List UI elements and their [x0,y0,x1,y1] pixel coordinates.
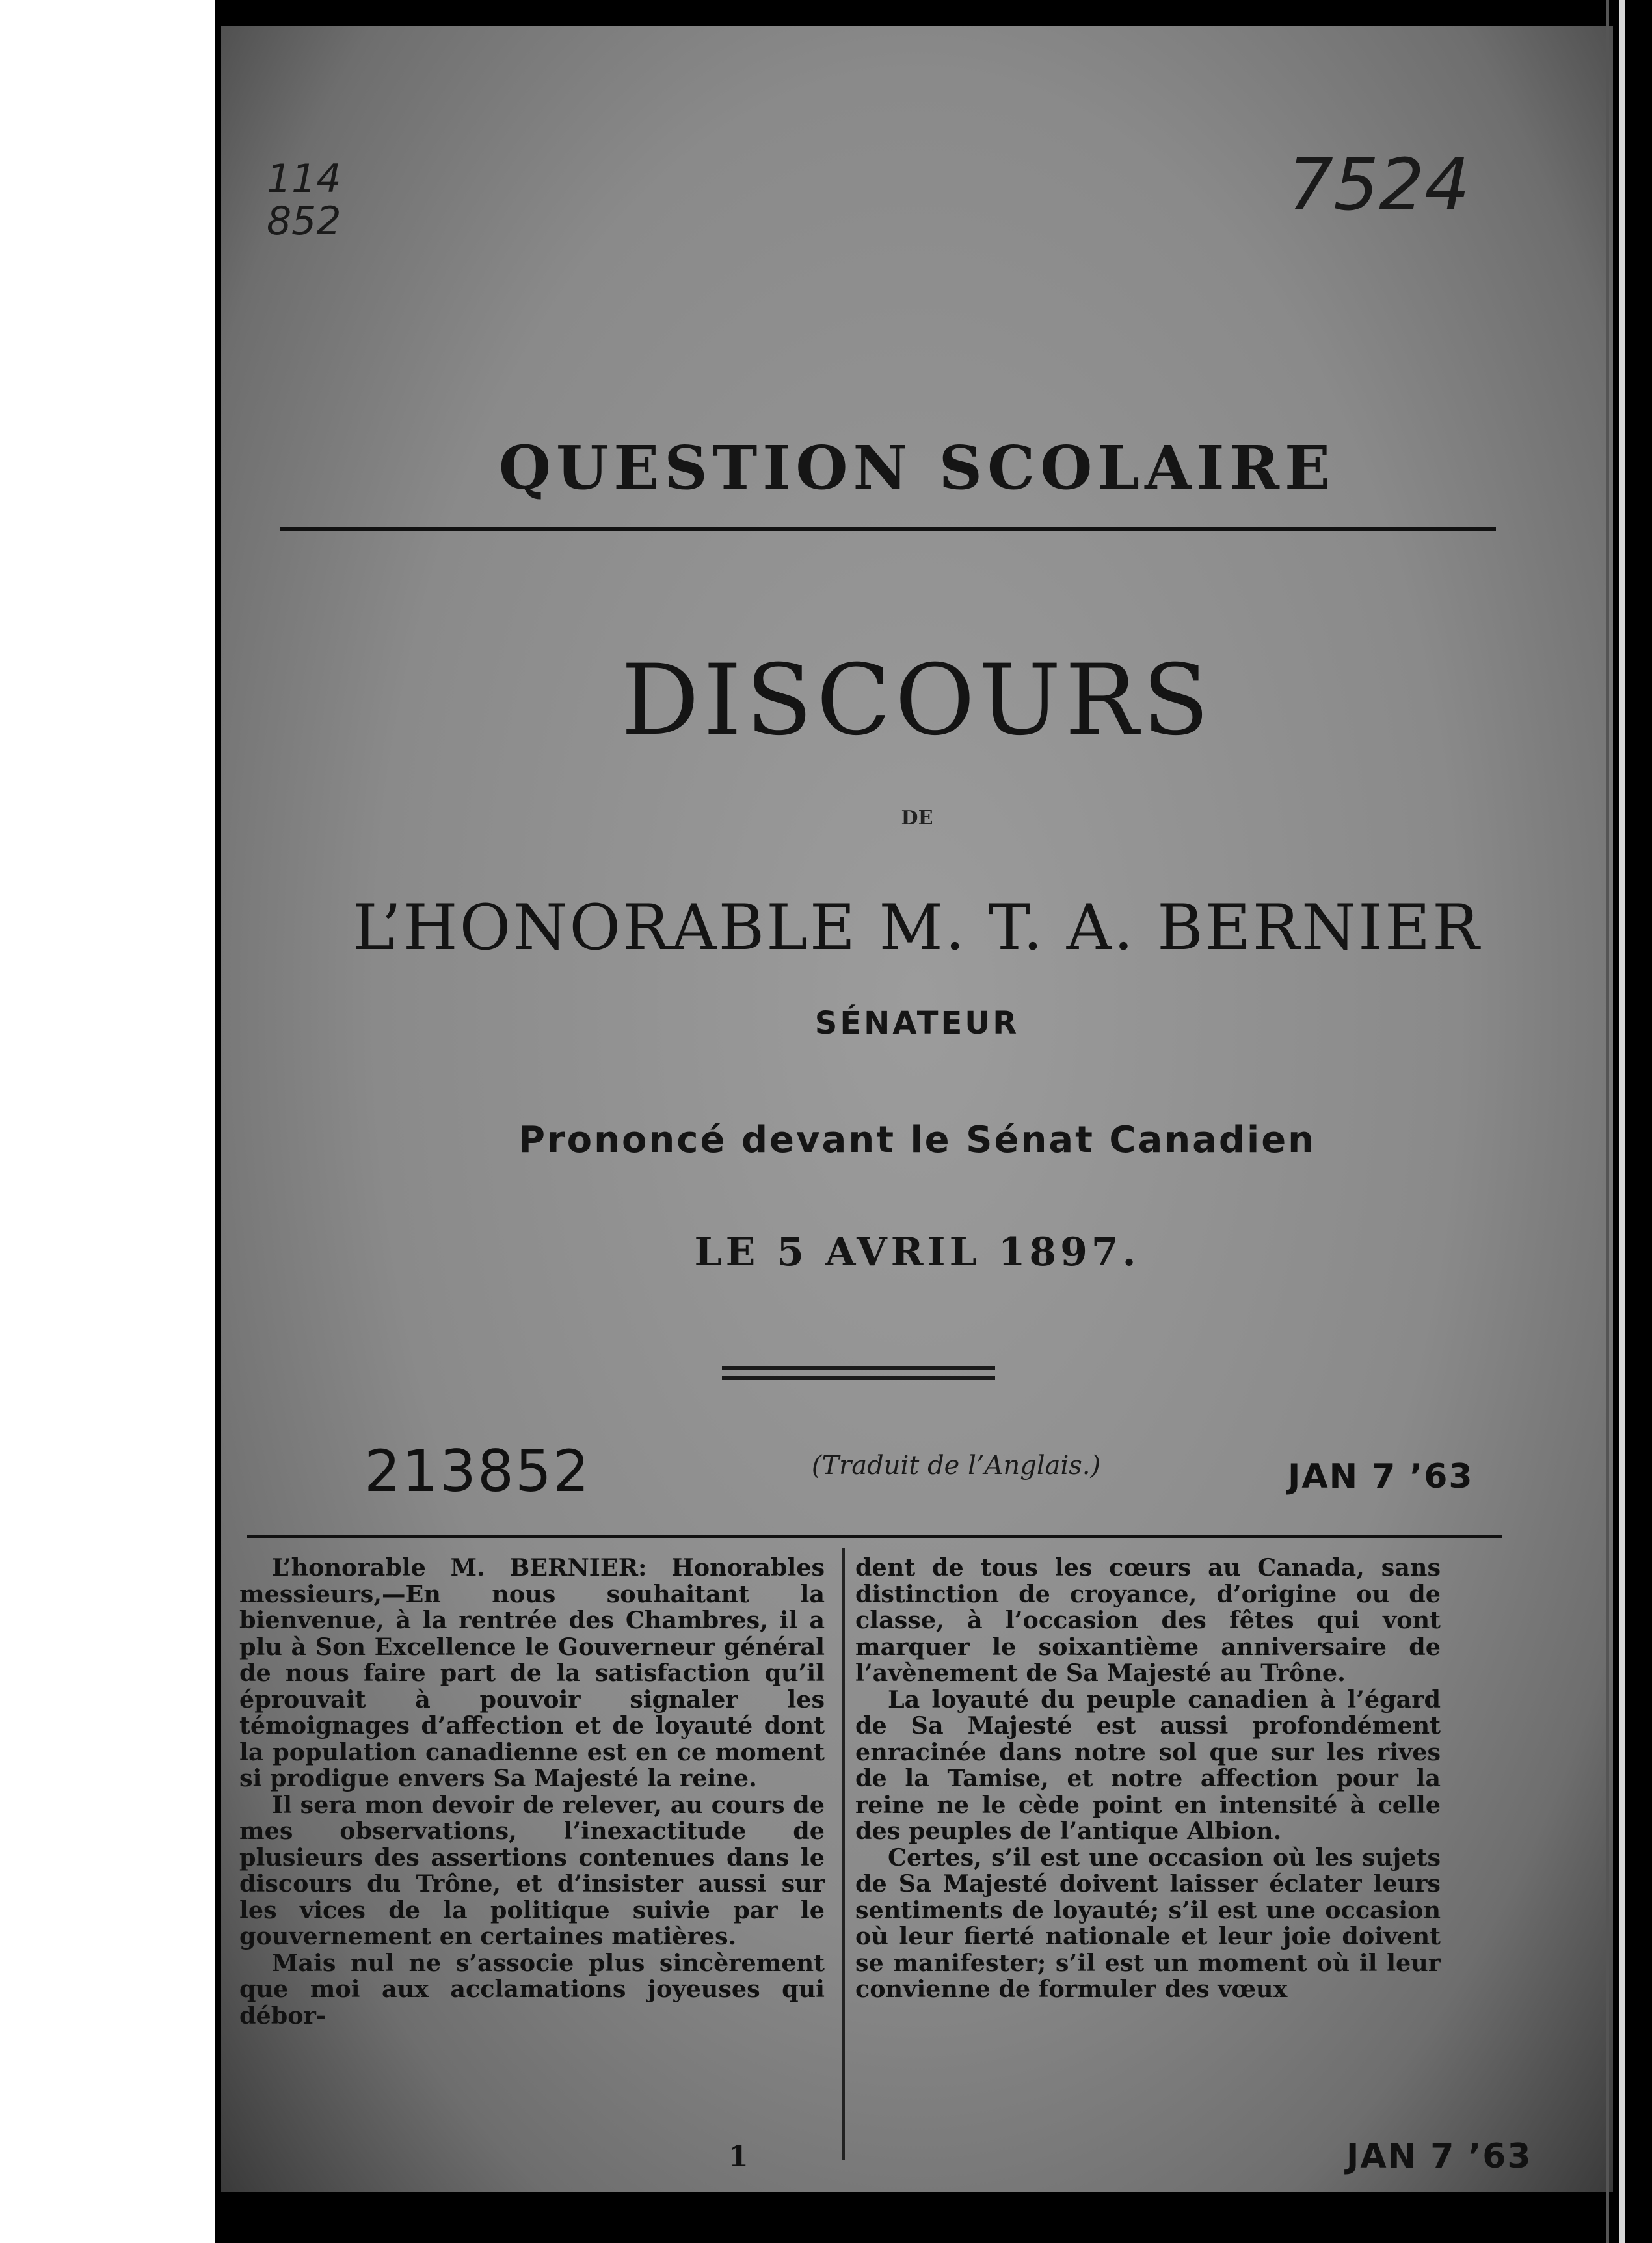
double-rule-top [722,1366,995,1370]
document-page [221,26,1613,2192]
double-rule-bottom [722,1376,995,1380]
speech-date: LE 5 AVRIL 1897. [694,1229,1140,1275]
document-title: DISCOURS [620,644,1214,757]
speech-occasion: Prononcé devant le Sénat Canadien [518,1119,1316,1161]
body-right-column [855,1555,1441,2003]
accession-number: 213852 [364,1438,591,1505]
speaker-name: L’HONORABLE M. T. A. BERNIER [353,891,1482,964]
handwritten-note-top-left-2: 852 [267,198,341,244]
scan-left-margin [0,0,215,2243]
title-rule [280,527,1496,531]
right-paragraph-2: La loyauté du peuple canadien à l’égard de Sa Majesté est aussi profondément enracinée dans notre sol que sur les rives de la Tamise, et notre affection pour la reine ne le cède point en intensité à celle des peuples de l’antique Albion. [855,1685,1441,1845]
right-paragraph-1: dent de tous les cœurs au Canada, sans distinction de croyance, d’origine ou de classe, à l’occasion des fêtes qui vont marquer le soixantième anniversaire de l’avènement de Sa Majesté au Trône. [855,1553,1441,1687]
right-paragraph-3: Certes, s’il est une occasion où les sujets de Sa Majesté doivent laisser éclater leurs sentiments de loyauté; s’il est une occasion où leur fierté nationale et leur joie doivent se manifester; s’il est un moment où il leur convienne de formuler des vœux [855,1843,1441,2003]
left-paragraph-2: Il sera mon devoir de relever, au cours de mes observations, l’inexactitude de plusieurs des assertions contenues dans le discours du Trône, et d’insister aussi sur les vices de la politique suivie par le gouvernement en certaines matières. [239,1790,825,1950]
column-separator [842,1548,845,2160]
handwritten-note-top-right: 7524 [1288,143,1470,226]
left-paragraph-3: Mais nul ne s’associe plus sincèrement que moi aux acclamations joyeuses qui débor- [239,1948,825,2030]
translation-note: (Traduit de l’Anglais.) [811,1451,1101,1481]
date-stamp-bottom: JAN 7 ’63 [1346,2137,1532,2176]
title-preposition: DE [901,807,933,829]
body-rule [247,1535,1502,1538]
date-stamp-top: JAN 7 ’63 [1288,1457,1474,1496]
body-left-column [239,1555,825,2029]
scan-edge-line [1606,0,1609,2243]
speaker-role: SÉNATEUR [814,1005,1020,1041]
handwritten-note-top-left-1: 114 [267,156,341,202]
page-number: 1 [728,2140,749,2173]
scan-edge-highlight [1619,0,1625,2243]
series-title: QUESTION SCOLAIRE [498,433,1336,503]
left-paragraph-1: L’honorable M. BERNIER: Honorables messieurs,—En nous souhaitant la bienvenue, à la rentrée des Chambres, il a plu à Son Excellence le Gouverneur général de nous faire part de la satisfaction qu’il éprouvait à pouvoir signaler les témoignages d’affection et de loyauté dont la population canadienne est en ce moment si prodigue envers Sa Majesté la reine. [239,1553,825,1792]
